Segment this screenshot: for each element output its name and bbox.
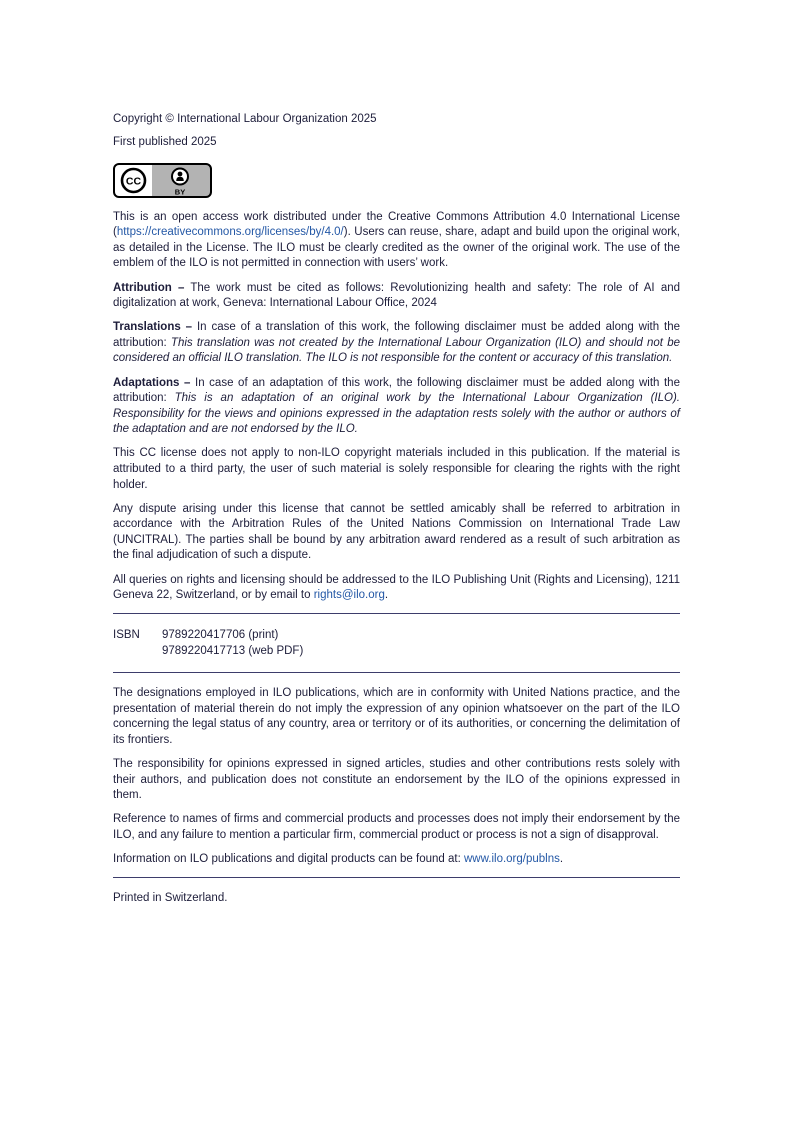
reference-paragraph: Reference to names of firms and commercial products and processes does not imply their endorsement by the ILO, and any failure to mention a particular firm, commercial product or process is not a sign of disapproval. <box>113 813 680 841</box>
adaptations-label: Adaptations – <box>113 376 191 389</box>
adaptations-disclaimer: This is an adaptation of an original work by the International Labour Organization (ILO). Responsibility for the views and opinions expressed in the adaptation rests solely with the author or authors of the adaptation and are not endorsed by the ILO. <box>113 392 680 436</box>
adaptations-paragraph <box>113 376 680 438</box>
info-text-after: . <box>559 853 564 865</box>
isbn-values <box>162 627 303 659</box>
info-text-before: Information on ILO publications and digital products can be found at: <box>113 853 464 865</box>
publications-info-paragraph <box>113 852 680 868</box>
cc-license-link[interactable]: https://creativecommons.org/licenses/by/4.0/ <box>116 226 344 239</box>
open-access-paragraph <box>113 210 680 272</box>
cc-license-scope-paragraph: This CC license does not apply to non-ILO copyright materials included in this publication. If the material is attributed to a third party, the user of such material is solely responsible for clearing the rights with the right holder. <box>113 447 680 491</box>
person-head-icon <box>178 171 183 176</box>
open-access-text-after: ). Users can reuse, share, adapt and build upon the original work, as detailed in the License. The ILO must be clearly credited as the owner of the original work. The use of the emblem of the ILO is not permitted in connection with users’ work. <box>113 226 680 270</box>
printed-in-line: Printed in Switzerland. <box>113 891 228 904</box>
adaptations-text: In case of an adaptation of this work, the following disclaimer must be added along with the attribution: <box>113 376 680 405</box>
dispute-arbitration-paragraph: Any dispute arising under this license that cannot be settled amicably shall be referred to arbitration in accordance with the Arbitration Rules of the United Nations Commission on International Trade Law (UNCITRAL). The parties shall be bound by any arbitration award rendered as a result of such arbitration as the final adjudication of such a dispute. <box>113 502 680 562</box>
isbn-label: ISBN <box>113 628 140 641</box>
translations-disclaimer: This translation was not created by the International Labour Organization (ILO) and should not be considered an official ILO translation. The ILO is not responsible for the content or accuracy of this translation. <box>113 336 680 365</box>
rights-queries-paragraph <box>113 573 680 604</box>
queries-text-after: . <box>384 589 389 602</box>
attribution-text: The work must be cited as follows: Revolutionizing health and safety: The role of AI and digitalization at work, Geneva: International Labour Office, 2024 <box>113 281 681 310</box>
designations-paragraph: The designations employed in ILO publications, which are in conformity with United Nations practice, and the presentation of material therein do not imply the expression of any opinion whatsoever on the part of the ILO concerning the legal status of any country, area or territory or of its authorities, or concerning the delimitation of its frontiers. <box>113 687 680 746</box>
cc-by-badge-icon <box>113 163 212 198</box>
divider-above-printed <box>113 877 680 878</box>
ilo-publications-link[interactable]: www.ilo.org/publns <box>463 853 560 865</box>
attribution-paragraph <box>113 281 680 312</box>
first-published-line: First published 2025 <box>113 136 217 149</box>
translations-paragraph <box>113 320 680 367</box>
responsibility-paragraph: The responsibility for opinions expressed in signed articles, studies and other contributions rests solely with their authors, and publication does not constitute an endorsement by the ILO of the opinions expressed in them. <box>113 758 680 802</box>
divider-above-isbn <box>113 613 680 614</box>
open-access-text-before: This is an open access work distributed under the Creative Commons Attribution 4.0 International License ( <box>113 210 680 239</box>
by-person-circle <box>172 168 188 184</box>
by-label: BY <box>174 187 186 197</box>
isbn-web-pdf: 9789220417713 (web PDF) <box>162 644 304 657</box>
attribution-label: Attribution – <box>113 281 185 294</box>
cc-logo-text: CC <box>125 175 142 188</box>
isbn-block <box>113 627 680 659</box>
cc-by-badge <box>113 163 680 198</box>
queries-text-before: All queries on rights and licensing should be addressed to the ILO Publishing Unit (Rights and Licensing), 1211 Geneva 22, Switzerland, or by email to <box>113 573 680 602</box>
copyright-line: Copyright © International Labour Organization 2025 <box>113 113 377 125</box>
rights-email-link[interactable]: rights@ilo.org <box>313 589 385 602</box>
divider-below-isbn <box>113 672 680 673</box>
translations-label: Translations – <box>113 321 193 334</box>
translations-text: In case of a translation of this work, the following disclaimer must be added along with the attribution: <box>113 321 680 349</box>
isbn-print: 9789220417706 (print) <box>162 628 279 641</box>
